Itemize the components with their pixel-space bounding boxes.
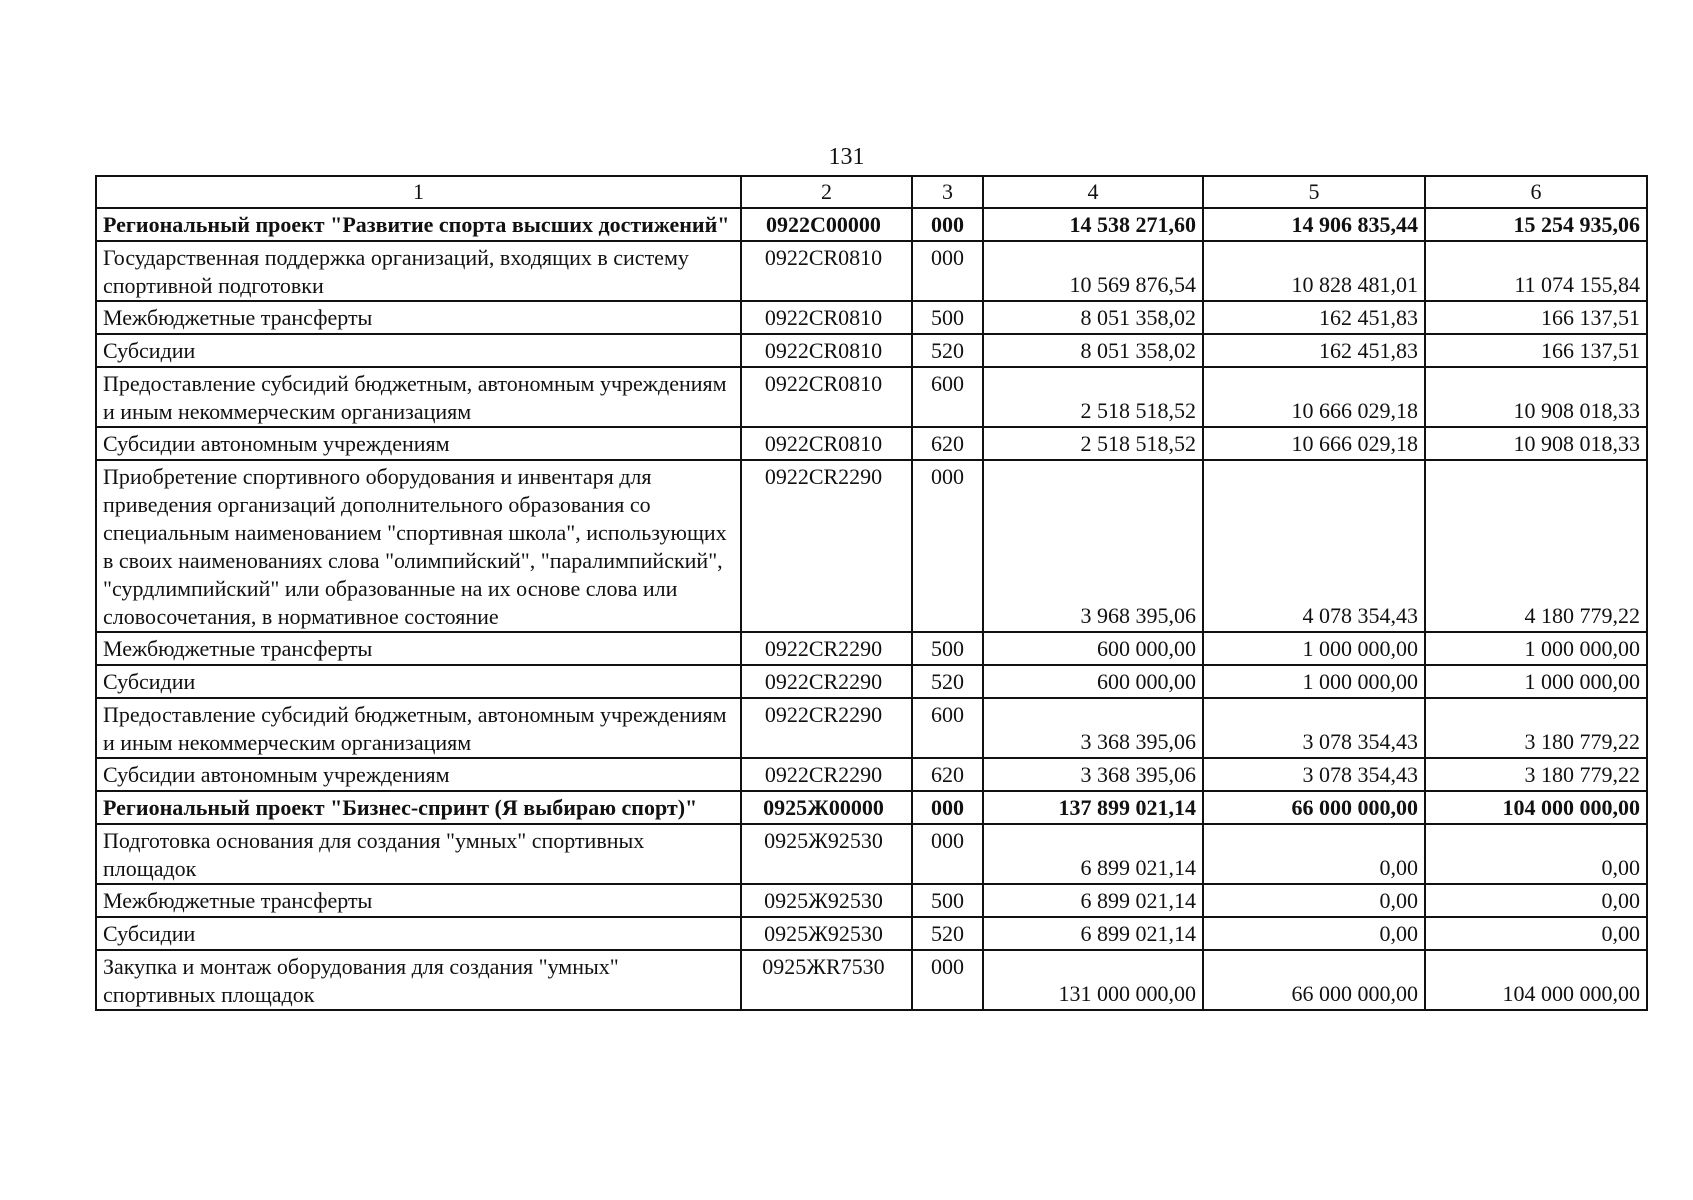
- type-cell: 520: [912, 334, 983, 367]
- type-cell: 620: [912, 427, 983, 460]
- code-cell: 0922CR0810: [741, 334, 912, 367]
- header-cell-3: 3: [912, 176, 983, 208]
- name-cell: Предоставление субсидий бюджетным, автономным учреждениям и иным некоммерческим организациям: [96, 698, 741, 758]
- value-cell-6: 1 000 000,00: [1425, 632, 1647, 665]
- code-cell: 0925ЖR7530: [741, 950, 912, 1010]
- value-cell-6: 0,00: [1425, 884, 1647, 917]
- value-cell-4: 10 569 876,54: [983, 241, 1203, 301]
- header-cell-4: 4: [983, 176, 1203, 208]
- type-cell: 520: [912, 665, 983, 698]
- code-cell: 0922CR2290: [741, 460, 912, 632]
- table-row: [96, 427, 1647, 460]
- code-cell: 0925Ж92530: [741, 917, 912, 950]
- value-cell-4: 3 968 395,06: [983, 460, 1203, 632]
- value-cell-6: 3 180 779,22: [1425, 698, 1647, 758]
- value-cell-6: 166 137,51: [1425, 334, 1647, 367]
- value-cell-5: 1 000 000,00: [1203, 665, 1425, 698]
- value-cell-6: 0,00: [1425, 917, 1647, 950]
- name-cell: Субсидии: [96, 334, 741, 367]
- type-cell: 000: [912, 241, 983, 301]
- type-cell: 000: [912, 950, 983, 1010]
- value-cell-4: 6 899 021,14: [983, 884, 1203, 917]
- table-row: [96, 950, 1647, 1010]
- code-cell: 0922CR2290: [741, 632, 912, 665]
- table-row: [96, 334, 1647, 367]
- table-row: [96, 758, 1647, 791]
- value-cell-5: 162 451,83: [1203, 334, 1425, 367]
- table-row: [96, 791, 1647, 824]
- value-cell-6: 15 254 935,06: [1425, 208, 1647, 241]
- code-cell: 0922CR0810: [741, 367, 912, 427]
- table-row: [96, 632, 1647, 665]
- type-cell: 600: [912, 367, 983, 427]
- name-cell: Региональный проект "Бизнес-спринт (Я выбираю спорт)": [96, 791, 741, 824]
- value-cell-4: 131 000 000,00: [983, 950, 1203, 1010]
- name-cell: Субсидии: [96, 665, 741, 698]
- value-cell-5: 10 666 029,18: [1203, 427, 1425, 460]
- table-row: [96, 241, 1647, 301]
- table-row: [96, 917, 1647, 950]
- value-cell-6: 0,00: [1425, 824, 1647, 884]
- table-row: [96, 208, 1647, 241]
- value-cell-4: 2 518 518,52: [983, 427, 1203, 460]
- value-cell-6: 10 908 018,33: [1425, 427, 1647, 460]
- name-cell: Приобретение спортивного оборудования и инвентаря для приведения организаций дополнительного образования со специальным наименованием "спортивная школа", использующих в своих наименованиях слова "олимпийский", "паралимпийский", "сурдлимпийский" или образованные на их основе слова или словосочетания, в нормативное состояние: [96, 460, 741, 632]
- table-row: [96, 665, 1647, 698]
- type-cell: 000: [912, 460, 983, 632]
- code-cell: 0922CR2290: [741, 758, 912, 791]
- table-row: [96, 698, 1647, 758]
- code-cell: 0922C00000: [741, 208, 912, 241]
- name-cell: Государственная поддержка организаций, входящих в систему спортивной подготовки: [96, 241, 741, 301]
- header-cell-1: 1: [96, 176, 741, 208]
- code-cell: 0922CR0810: [741, 301, 912, 334]
- name-cell: Подготовка основания для создания "умных" спортивных площадок: [96, 824, 741, 884]
- header-cell-6: 6: [1425, 176, 1647, 208]
- code-cell: 0922CR2290: [741, 665, 912, 698]
- name-cell: Предоставление субсидий бюджетным, автономным учреждениям и иным некоммерческим организациям: [96, 367, 741, 427]
- name-cell: Межбюджетные трансферты: [96, 301, 741, 334]
- value-cell-5: 10 828 481,01: [1203, 241, 1425, 301]
- value-cell-6: 10 908 018,33: [1425, 367, 1647, 427]
- code-cell: 0922CR0810: [741, 241, 912, 301]
- value-cell-6: 4 180 779,22: [1425, 460, 1647, 632]
- value-cell-5: 162 451,83: [1203, 301, 1425, 334]
- type-cell: 620: [912, 758, 983, 791]
- page-number: 131: [828, 144, 865, 170]
- type-cell: 600: [912, 698, 983, 758]
- table-row: [96, 824, 1647, 884]
- table-row: [96, 301, 1647, 334]
- type-cell: 000: [912, 208, 983, 241]
- value-cell-6: 104 000 000,00: [1425, 950, 1647, 1010]
- value-cell-4: 600 000,00: [983, 665, 1203, 698]
- code-cell: 0925Ж92530: [741, 824, 912, 884]
- name-cell: Межбюджетные трансферты: [96, 632, 741, 665]
- name-cell: Субсидии: [96, 917, 741, 950]
- header-cell-2: 2: [741, 176, 912, 208]
- value-cell-5: 10 666 029,18: [1203, 367, 1425, 427]
- value-cell-4: 6 899 021,14: [983, 824, 1203, 884]
- value-cell-4: 6 899 021,14: [983, 917, 1203, 950]
- value-cell-5: 14 906 835,44: [1203, 208, 1425, 241]
- value-cell-5: 3 078 354,43: [1203, 698, 1425, 758]
- name-cell: Субсидии автономным учреждениям: [96, 427, 741, 460]
- value-cell-4: 8 051 358,02: [983, 301, 1203, 334]
- value-cell-4: 8 051 358,02: [983, 334, 1203, 367]
- value-cell-5: 0,00: [1203, 917, 1425, 950]
- name-cell: Региональный проект "Развитие спорта высших достижений": [96, 208, 741, 241]
- table-row: [96, 367, 1647, 427]
- value-cell-5: 0,00: [1203, 824, 1425, 884]
- name-cell: Субсидии автономным учреждениям: [96, 758, 741, 791]
- value-cell-5: 66 000 000,00: [1203, 791, 1425, 824]
- value-cell-5: 3 078 354,43: [1203, 758, 1425, 791]
- code-cell: 0925Ж92530: [741, 884, 912, 917]
- value-cell-4: 3 368 395,06: [983, 698, 1203, 758]
- name-cell: Межбюджетные трансферты: [96, 884, 741, 917]
- type-cell: 000: [912, 791, 983, 824]
- value-cell-4: 2 518 518,52: [983, 367, 1203, 427]
- table-row: [96, 460, 1647, 632]
- header-row: [96, 176, 1647, 208]
- type-cell: 500: [912, 301, 983, 334]
- type-cell: 520: [912, 917, 983, 950]
- name-cell: Закупка и монтаж оборудования для создания "умных" спортивных площадок: [96, 950, 741, 1010]
- value-cell-5: 4 078 354,43: [1203, 460, 1425, 632]
- code-cell: 0925Ж00000: [741, 791, 912, 824]
- type-cell: 000: [912, 824, 983, 884]
- value-cell-6: 104 000 000,00: [1425, 791, 1647, 824]
- code-cell: 0922CR0810: [741, 427, 912, 460]
- value-cell-6: 1 000 000,00: [1425, 665, 1647, 698]
- table-row: [96, 884, 1647, 917]
- header-cell-5: 5: [1203, 176, 1425, 208]
- value-cell-5: 0,00: [1203, 884, 1425, 917]
- value-cell-6: 3 180 779,22: [1425, 758, 1647, 791]
- value-cell-6: 11 074 155,84: [1425, 241, 1647, 301]
- value-cell-4: 14 538 271,60: [983, 208, 1203, 241]
- value-cell-5: 1 000 000,00: [1203, 632, 1425, 665]
- table-body: [96, 176, 1647, 1010]
- value-cell-4: 137 899 021,14: [983, 791, 1203, 824]
- budget-table: [95, 175, 1648, 1011]
- type-cell: 500: [912, 632, 983, 665]
- value-cell-5: 66 000 000,00: [1203, 950, 1425, 1010]
- value-cell-4: 3 368 395,06: [983, 758, 1203, 791]
- type-cell: 500: [912, 884, 983, 917]
- value-cell-4: 600 000,00: [983, 632, 1203, 665]
- value-cell-6: 166 137,51: [1425, 301, 1647, 334]
- code-cell: 0922CR2290: [741, 698, 912, 758]
